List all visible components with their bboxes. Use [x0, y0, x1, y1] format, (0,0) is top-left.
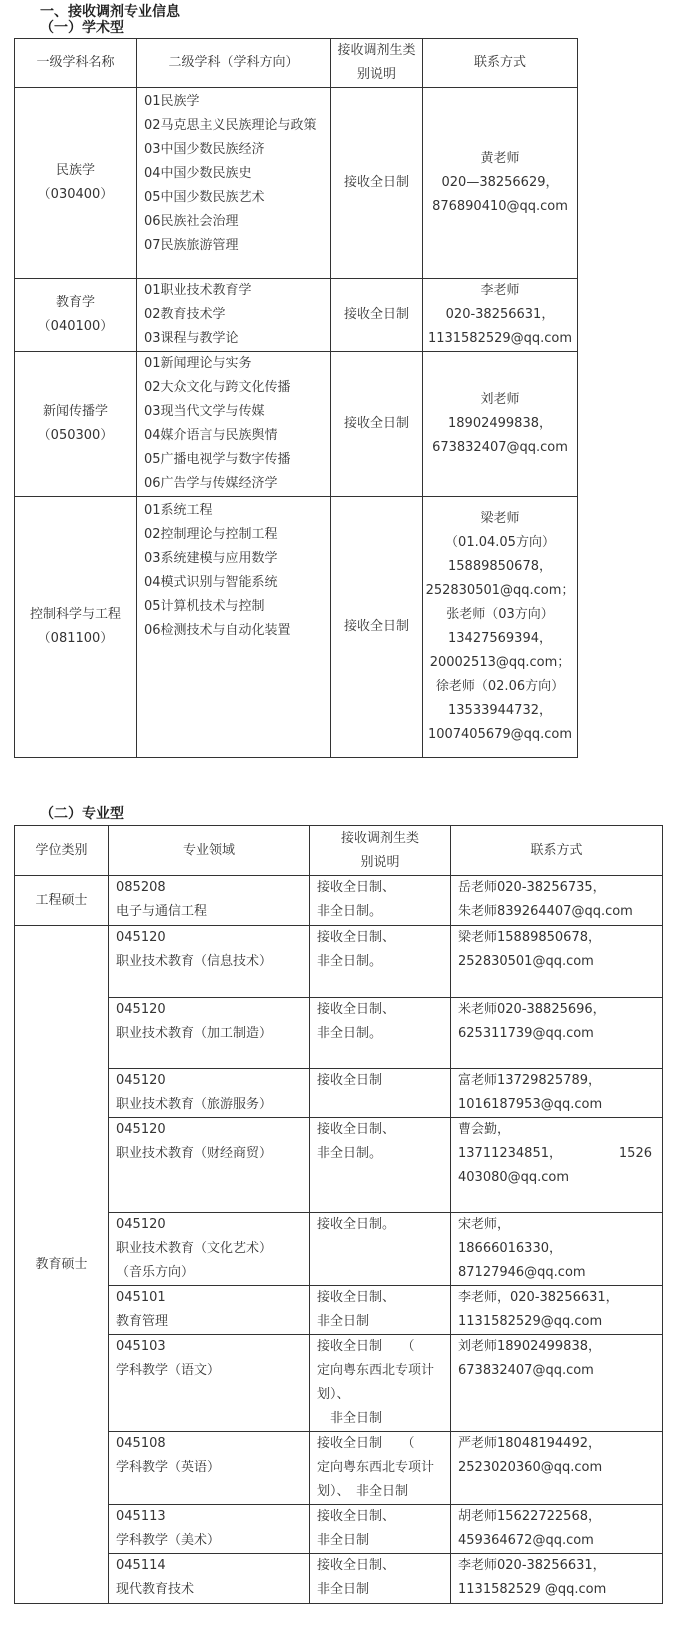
cell-text-line: 1007405679@qq.com — [427, 727, 573, 742]
cell-text-line: 03现当代文学与传媒 — [144, 404, 265, 419]
cell-text-line: 严老师18048194492， — [458, 1436, 601, 1451]
discipline-cell — [15, 88, 137, 279]
cell-text-line: 15889850678， — [448, 559, 552, 574]
cell-text-line: 定向粤东西北专项计 — [317, 1460, 435, 1475]
contact-cell — [451, 1505, 663, 1554]
table-row — [15, 1505, 663, 1554]
cell-text-line: 学科教学（美术） — [116, 1533, 221, 1548]
cell-text-line: 李老师020-38256631， — [458, 1558, 606, 1573]
table-row — [15, 1118, 663, 1213]
cell-text-line: 085208 — [116, 880, 166, 895]
professional-header-row — [15, 826, 663, 876]
table-row — [15, 352, 578, 497]
contact-cell — [423, 88, 578, 279]
field-cell — [109, 1069, 310, 1118]
cell-text-line: 01新闻理论与实务 — [144, 356, 252, 371]
cell-text-line: 刘老师18902499838， — [458, 1339, 601, 1354]
cell-text-line: 职业技术教育（文化艺术） — [116, 1241, 273, 1256]
cell-text-line: 教育学 — [55, 295, 95, 310]
cell-text-line: 87127946@qq.com — [458, 1265, 586, 1280]
cell-text-line: （030400） — [37, 187, 114, 202]
admission-type-cell — [310, 998, 451, 1069]
cell-text-line: 接收全日制 （ — [317, 1436, 415, 1451]
cell-text-line: 02教育技术学 — [144, 307, 226, 322]
cell-text-line: 13427569394， — [448, 631, 552, 646]
cell-text-line: 非全日制 — [317, 1314, 370, 1329]
cell-text-line: 接收全日制 — [317, 1073, 383, 1088]
cell-text-line: 非全日制 — [317, 1582, 370, 1597]
admission-type-cell — [310, 1069, 451, 1118]
directions-cell — [137, 352, 331, 497]
cell-text-line: 05广播电视学与数字传播 — [144, 452, 291, 467]
cell-text-line: （040100） — [37, 319, 114, 334]
cell-text-line: 045120 — [116, 930, 166, 945]
admission-type-cell — [310, 876, 451, 926]
cell-text-line: 接收调剂生类别说明 — [340, 830, 419, 870]
admission-type-cell: 接收全日制 — [331, 279, 423, 352]
cell-text-line: 岳老师020-38256735， — [458, 880, 606, 895]
cell-text-line: 现代教育技术 — [116, 1582, 195, 1597]
cell-text-line: 接收调剂生类别说明 — [337, 43, 416, 82]
contact-cell — [451, 1286, 663, 1335]
cell-text-line: 接收全日制、 — [317, 1122, 396, 1137]
professional-table — [14, 825, 663, 1604]
table-row — [15, 1432, 663, 1505]
cell-text-line: 04中国少数民族史 — [144, 166, 252, 181]
table-row — [15, 1286, 663, 1335]
col-header-contact: 联系方式 — [423, 39, 578, 88]
professional-subtitle: （二）专业型 — [40, 806, 124, 822]
cell-text-line: 职业技术教育（信息技术） — [116, 954, 273, 969]
cell-text-line: 673832407@qq.com — [458, 1363, 594, 1378]
cell-text-line: 045120 — [116, 1122, 166, 1137]
cell-text-line: （音乐方向） — [116, 1265, 195, 1280]
cell-text-line: 非全日制 — [317, 1411, 383, 1426]
table-row — [15, 998, 663, 1069]
cell-text-line: 学科教学（英语） — [116, 1460, 221, 1475]
academic-header-row — [15, 39, 578, 88]
contact-cell — [451, 1069, 663, 1118]
directions-cell — [137, 497, 331, 758]
cell-text-line: 接收全日制、 — [317, 1290, 396, 1305]
cell-text-line: 045120 — [116, 1002, 166, 1017]
table-row — [15, 876, 663, 926]
cell-text-line: 01职业技术教育学 — [144, 283, 252, 298]
contact-cell — [451, 1432, 663, 1505]
directions-cell — [137, 279, 331, 352]
cell-text-line: （01.04.05方向） — [445, 535, 555, 550]
field-cell — [109, 1432, 310, 1505]
cell-text-line: 1131582529 @qq.com — [458, 1582, 607, 1597]
cell-text-line: 045108 — [116, 1436, 166, 1451]
col-header-admission-type — [310, 826, 451, 876]
cell-text-line: 非全日制。 — [317, 904, 383, 919]
cell-text-line: 01民族学 — [144, 94, 200, 109]
contact-cell — [451, 1554, 663, 1604]
cell-text-line: 18902499838， — [448, 416, 552, 431]
cell-text-line: 刘老师 — [480, 392, 520, 407]
table-row — [15, 1335, 663, 1432]
cell-text-line: 新闻传播学 — [42, 404, 108, 419]
cell-text-line: 045114 — [116, 1558, 166, 1573]
table-row — [15, 1069, 663, 1118]
col-header-subdiscipline: 二级学科（学科方向） — [137, 39, 331, 88]
field-cell — [109, 1286, 310, 1335]
admission-type-cell: 接收全日制 — [331, 352, 423, 497]
admission-type-cell — [310, 1554, 451, 1604]
cell-text-line: 2523020360@qq.com — [458, 1460, 603, 1475]
admission-type-cell — [310, 1335, 451, 1432]
cell-text-line: 625311739@qq.com — [458, 1026, 594, 1041]
cell-text-line: 划）、 — [317, 1387, 350, 1402]
cell-text-line: 20002513@qq.com； — [429, 655, 571, 670]
cell-text-line: （081100） — [37, 631, 114, 646]
cell-text-line: 职业技术教育（财经商贸） — [116, 1146, 273, 1161]
field-cell — [109, 1335, 310, 1432]
admission-type-cell — [310, 1432, 451, 1505]
cell-text-line: 梁老师 — [480, 511, 520, 526]
field-cell — [109, 1213, 310, 1286]
cell-text-line: 梁老师15889850678， — [458, 930, 601, 945]
cell-text-line: 曹会勤， — [458, 1122, 511, 1137]
cell-text-line: 教育管理 — [116, 1314, 169, 1329]
table-row — [15, 497, 578, 758]
cell-text-line: 05计算机技术与控制 — [144, 599, 265, 614]
contact-cell — [451, 926, 663, 998]
section-title: 一、接收调剂专业信息 — [40, 4, 180, 20]
cell-text-line: 接收全日制 （ — [317, 1339, 415, 1354]
cell-text-line: 李老师 — [480, 283, 520, 298]
contact-cell — [451, 998, 663, 1069]
cell-text-line: 1131582529@qq.com — [458, 1314, 603, 1329]
cell-text-line: 富老师13729825789， — [458, 1073, 601, 1088]
cell-text-line: 1131582529@qq.com — [427, 331, 573, 346]
field-cell — [109, 1505, 310, 1554]
cell-text-line: 电子与通信工程 — [116, 904, 208, 919]
table-row — [15, 926, 663, 998]
cell-text-line: 05中国少数民族艺术 — [144, 190, 265, 205]
cell-text-line: 非全日制。 — [317, 1026, 383, 1041]
cell-text-line: 民族学 — [55, 163, 95, 178]
cell-text-line: 252830501@qq.com； — [425, 583, 575, 598]
col-header-discipline: 一级学科名称 — [15, 39, 137, 88]
contact-phone-line — [458, 1142, 656, 1166]
cell-text-line: 045101 — [116, 1290, 166, 1305]
degree-category-cell: 教育硕士 — [15, 926, 109, 1604]
col-header-contact: 联系方式 — [451, 826, 663, 876]
cell-text-line: 04模式识别与智能系统 — [144, 575, 278, 590]
academic-table — [14, 38, 578, 758]
cell-text-line: 02大众文化与跨文化传播 — [144, 380, 291, 395]
cell-text-line: 李老师，020-38256631， — [458, 1290, 619, 1305]
contact-phone: 13711234851， — [458, 1146, 562, 1161]
contact-cell — [451, 876, 663, 926]
contact-cell — [423, 497, 578, 758]
cell-text-line: 控制科学与工程 — [29, 607, 121, 622]
cell-text-line: 045113 — [116, 1509, 166, 1524]
cell-text-line: 07民族旅游管理 — [144, 238, 239, 253]
cell-text-line: 1016187953@qq.com — [458, 1097, 603, 1112]
cell-text-line: 定向粤东西北专项计 — [317, 1363, 435, 1378]
field-cell — [109, 1118, 310, 1213]
cell-text-line: 06广告学与传媒经济学 — [144, 476, 278, 491]
contact-cell — [423, 352, 578, 497]
discipline-cell — [15, 352, 137, 497]
cell-text-line: 非全日制 — [317, 1533, 370, 1548]
cell-text-line: 胡老师15622722568， — [458, 1509, 601, 1524]
cell-text-line: 学科教学（语文） — [116, 1363, 221, 1378]
col-header-degree: 学位类别 — [15, 826, 109, 876]
cell-text-line: 接收全日制、 — [317, 880, 396, 895]
field-cell — [109, 926, 310, 998]
cell-text-line: 职业技术教育（加工制造） — [116, 1026, 273, 1041]
cell-text-line: 020—38256629， — [441, 175, 559, 190]
cell-text-line: 403080@qq.com — [458, 1170, 570, 1185]
cell-text-line: 252830501@qq.com — [458, 954, 594, 969]
cell-text-line: 接收全日制、 — [317, 1002, 396, 1017]
cell-text-line: 02马克思主义民族理论与政策 — [144, 118, 317, 133]
cell-text-line: 接收全日制、 — [317, 1558, 396, 1573]
cell-text-line: （050300） — [37, 428, 114, 443]
table-row — [15, 1554, 663, 1604]
contact-cell — [451, 1118, 663, 1213]
discipline-cell — [15, 497, 137, 758]
field-cell — [109, 1554, 310, 1604]
admission-type-cell: 接收全日制 — [331, 88, 423, 279]
cell-text-line: 张老师（03方向） — [446, 607, 554, 622]
cell-text-line: 459364672@qq.com — [458, 1533, 594, 1548]
cell-text-line: 03课程与教学论 — [144, 331, 239, 346]
contact-cell — [451, 1335, 663, 1432]
admission-type-cell — [310, 1118, 451, 1213]
cell-text-line: 020-38256631， — [445, 307, 555, 322]
field-cell — [109, 998, 310, 1069]
cell-text-line: 宋老师， — [458, 1217, 511, 1232]
contact-phone-continued: 1526 — [618, 1146, 652, 1161]
cell-text-line: 03中国少数民族经济 — [144, 142, 265, 157]
cell-text-line: 接收全日制。 — [317, 1217, 396, 1232]
contact-cell — [423, 279, 578, 352]
cell-text-line: 划）、 非全日制 — [317, 1484, 409, 1499]
table-row — [15, 279, 578, 352]
cell-text-line: 18666016330， — [458, 1241, 562, 1256]
field-cell — [109, 876, 310, 926]
cell-text-line: 045120 — [116, 1217, 166, 1232]
cell-text-line: 06检测技术与自动化装置 — [144, 623, 291, 638]
cell-text-line: 黄老师 — [480, 151, 520, 166]
cell-text-line: 01系统工程 — [144, 503, 213, 518]
admission-type-cell: 接收全日制 — [331, 497, 423, 758]
cell-text-line: 045120 — [116, 1073, 166, 1088]
cell-text-line: 04媒介语言与民族舆情 — [144, 428, 278, 443]
table-row — [15, 1213, 663, 1286]
cell-text-line: 徐老师（02.06方向） — [435, 679, 565, 694]
cell-text-line: 接收全日制、 — [317, 930, 396, 945]
cell-text-line: 06民族社会治理 — [144, 214, 239, 229]
cell-text-line: 02控制理论与控制工程 — [144, 527, 278, 542]
col-header-field: 专业领域 — [109, 826, 310, 876]
cell-text-line: 米老师020-38825696， — [458, 1002, 606, 1017]
cell-text-line: 非全日制。 — [317, 954, 383, 969]
cell-text-line: 876890410@qq.com — [432, 199, 568, 214]
cell-text-line: 非全日制。 — [317, 1146, 383, 1161]
admission-type-cell — [310, 1505, 451, 1554]
cell-text-line: 接收全日制、 — [317, 1509, 396, 1524]
admission-type-cell — [310, 1213, 451, 1286]
cell-text-line: 朱老师839264407@qq.com — [458, 904, 633, 919]
academic-subtitle: （一）学术型 — [40, 20, 124, 36]
admission-type-cell — [310, 1286, 451, 1335]
directions-cell — [137, 88, 331, 279]
cell-text-line: 13533944732， — [448, 703, 552, 718]
cell-text-line: 673832407@qq.com — [432, 440, 568, 455]
degree-category-cell: 工程硕士 — [15, 876, 109, 926]
discipline-cell — [15, 279, 137, 352]
admission-type-cell — [310, 926, 451, 998]
cell-text-line: 职业技术教育（旅游服务） — [116, 1097, 273, 1112]
cell-text-line: 045103 — [116, 1339, 166, 1354]
cell-text-line: 03系统建模与应用数学 — [144, 551, 278, 566]
table-row — [15, 88, 578, 279]
contact-cell — [451, 1213, 663, 1286]
col-header-admission-type — [331, 39, 423, 88]
